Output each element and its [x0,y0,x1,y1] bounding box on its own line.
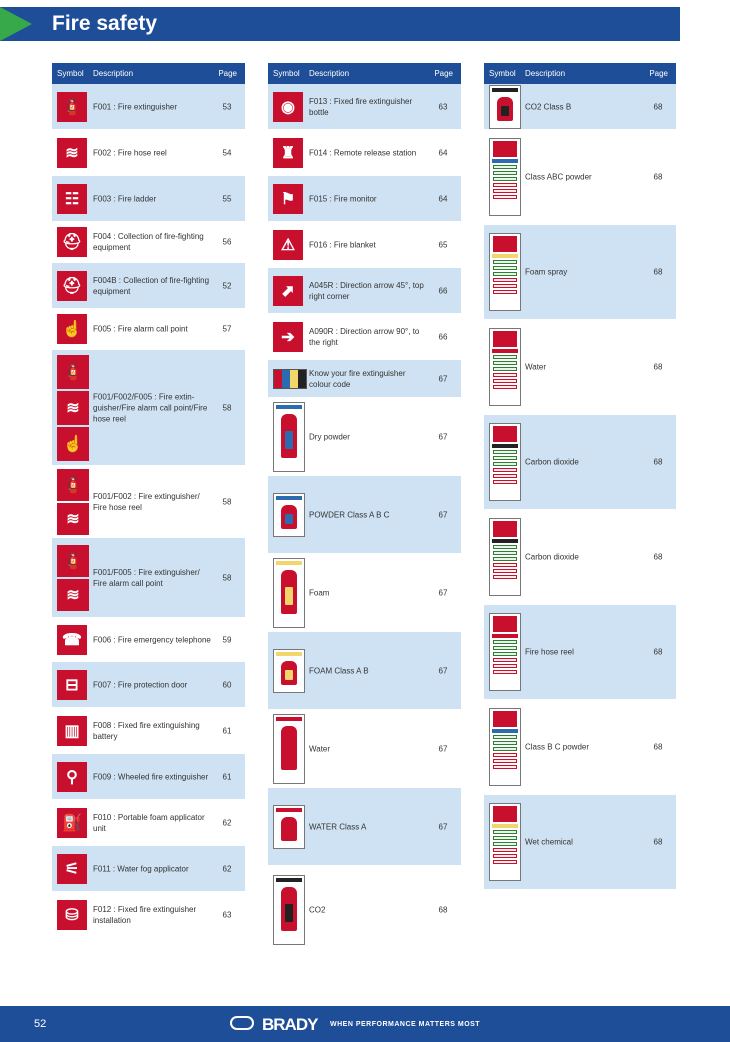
fire-sign-icon: ≋ [57,503,89,535]
table-row [52,618,245,662]
row-page-number: 67 [438,588,448,597]
header-description: Description [525,69,566,78]
row-page-number: 67 [438,822,448,831]
row-description: A090R : Direction arrow 90°, to the right [309,326,420,347]
carbon-dioxide-sign-icon [489,423,521,501]
table-row [268,398,461,476]
co2-sign-icon [273,875,305,945]
dry-powder-sign-icon [273,402,305,472]
table-row [52,538,245,618]
direction-arrow-90-icon: ➔ [273,322,303,352]
row-page-number: 57 [222,324,232,334]
row-page-number: 64 [438,194,448,203]
row-description: Carbon dioxide [525,552,579,562]
table-row [52,708,245,754]
row-description: Class B C powder [525,742,590,752]
row-page-number: 59 [222,635,232,644]
row-page-number: 68 [653,837,663,847]
foam-sign-icon [273,558,305,628]
row-page-number: 67 [438,374,448,383]
extinguisher-sign-icon [273,805,305,849]
table-row [484,415,676,510]
row-page-number: 64 [438,148,448,157]
table-row [268,632,461,710]
fire-blanket-icon: ⚠ [273,230,303,260]
emergency-telephone-icon: ☎ [57,625,87,655]
co2-b-sign-icon [489,85,521,129]
table-row [52,309,245,350]
row-description: F009 : Wheeled fire extinguisher [93,772,209,781]
row-page-number: 67 [438,744,448,753]
row-description: F006 : Fire emergency telephone [93,635,211,644]
brady-logo-icon [230,1016,254,1030]
fire-monitor-icon: ⚑ [273,184,303,214]
row-description: Water [525,362,547,372]
extinguisher-sign-icon [489,85,521,129]
extinguisher-sign-icon [273,558,305,628]
extinguisher-sign-icon [273,875,305,945]
carbon-dioxide-sign-icon [489,518,521,596]
row-description: F001/F002 : Fire extinguisher/ Fire hose reel [93,491,200,512]
fire-hose-reel-sign-icon [489,613,521,691]
row-page-number: 68 [653,742,663,752]
table-row [268,84,461,130]
row-description: F016 : Fire blanket [309,240,376,249]
row-description: Know your fire extinguisher colour code [309,368,406,389]
page-footer [0,1006,730,1042]
row-page-number: 62 [222,864,232,873]
symbol-table-left [52,63,245,938]
table-row [484,225,676,320]
header-arrow-icon [0,7,32,41]
row-description: CO2 Class B [525,102,572,111]
row-page-number: 60 [222,680,232,689]
row-page-number: 52 [222,281,232,290]
row-page-number: 55 [222,194,232,203]
row-description: F001 : Fire extinguisher [93,102,178,111]
fire-sign-icon: ≋ [57,391,89,425]
table-row [484,700,676,795]
colour-code-icon [273,369,307,389]
fire-ladder-icon: ☷ [57,184,87,214]
brand-tagline: WHEN PERFORMANCE MATTERS MOST [330,1021,481,1028]
row-description: F015 : Fire monitor [309,194,377,203]
foam-ab-sign-icon [273,649,305,693]
row-page-number: 67 [438,510,448,519]
header-page: Page [218,69,237,78]
table-row [268,788,461,866]
table-row [268,476,461,554]
row-description: F002 : Fire hose reel [93,148,167,157]
row-page-number: 68 [653,647,663,657]
fire-fighting-equipment-icon: ⛑ [57,271,87,301]
table-row [268,176,461,222]
row-page-number: 68 [653,457,663,467]
water-fog-applicator-icon: ⚟ [57,854,87,884]
direction-arrow-45-icon: ⬈ [273,276,303,306]
table-row [484,84,676,130]
abc-powder-sign-icon [489,138,521,216]
row-description: F013 : Fixed fire extinguisher bottle [309,96,413,117]
header-symbol: Symbol [273,69,300,78]
table-header [52,63,245,84]
brand-name: BRADY [262,1015,318,1034]
row-description: F004B : Collection of fire-fighting equipment [93,275,210,296]
fire-sign-icon: ☝ [57,427,89,461]
fire-sign-icon: 🧯 [57,355,89,389]
table-row [52,176,245,222]
bc-powder-sign-icon [489,708,521,786]
table-row [268,130,461,176]
row-description: F007 : Fire protection door [93,680,188,689]
combined-sign-icon [57,355,89,461]
fire-sign-icon: ≋ [57,579,89,611]
table-row [52,846,245,892]
extinguisher-id-sign-icon [489,803,521,881]
row-description: Water [309,744,331,753]
table-row [268,710,461,788]
table-row [484,510,676,605]
page-number: 52 [34,1018,47,1030]
table-row [52,892,245,938]
table-row [484,320,676,415]
table-row [52,662,245,708]
header-description: Description [93,69,134,78]
extinguisher-sign-icon [273,649,305,693]
row-page-number: 61 [222,772,232,781]
row-page-number: 68 [653,362,663,372]
fire-hose-reel-icon: ≋ [57,138,87,168]
powder-abc-sign-icon [273,493,305,537]
fire-sign-icon: 🧯 [57,469,89,501]
row-page-number: 61 [222,726,232,735]
row-description: F010 : Portable foam applicator unit [93,812,205,833]
row-page-number: 67 [438,666,448,675]
row-page-number: 66 [438,332,448,341]
row-description: POWDER Class A B C [309,510,390,519]
row-page-number: 63 [438,102,448,111]
table-row [52,130,245,176]
table-header [484,63,676,84]
extinguisher-sign-icon [273,493,305,537]
wet-chemical-sign-icon [489,803,521,881]
table-row [52,350,245,466]
table-row [52,754,245,800]
header-page: Page [434,69,453,78]
table-row [484,795,676,890]
table-row [52,466,245,538]
table-row [268,222,461,268]
fire-alarm-call-point-icon: ☝ [57,314,87,344]
extinguisher-id-sign-icon [489,328,521,406]
colour-bands-icon [273,369,307,389]
page-title: Fire safety [52,12,158,35]
extinguisher-id-sign-icon [489,233,521,311]
combined-sign-icon [57,469,89,535]
row-description: F005 : Fire alarm call point [93,324,188,334]
extinguisher-id-sign-icon [489,423,521,501]
water-list-sign-icon [489,328,521,406]
symbol-table-right [484,63,676,890]
row-description: Wet chemical [525,837,573,847]
table-row [268,314,461,360]
row-page-number: 63 [222,910,232,919]
table-row [268,866,461,954]
fire-door-icon: ⊟ [57,670,87,700]
row-page-number: 58 [222,403,232,412]
extinguishing-battery-icon: ▥ [57,716,87,746]
row-page-number: 54 [222,148,232,157]
foam-applicator-icon: ⛽ [57,808,87,838]
row-page-number: 68 [438,905,448,914]
row-description: F003 : Fire ladder [93,194,157,203]
combined-sign-icon [57,545,89,611]
header-symbol: Symbol [489,69,516,78]
row-description: CO2 [309,905,326,914]
foam-spray-sign-icon [489,233,521,311]
row-description: Dry powder [309,432,350,441]
fire-sign-icon: 🧯 [57,545,89,577]
table-row [52,84,245,130]
row-page-number: 68 [653,102,663,111]
row-description: WATER Class A [309,822,367,831]
table-row [268,268,461,314]
table-row [484,130,676,225]
row-page-number: 53 [222,102,232,111]
row-description: Carbon dioxide [525,457,579,467]
extinguisher-id-sign-icon [489,613,521,691]
row-description: Foam spray [525,267,568,277]
fixed-extinguisher-bottle-icon: ◉ [273,92,303,122]
row-page-number: 56 [222,237,232,247]
header-page: Page [649,69,668,78]
row-description: F004 : Collection of fire-fighting equipment [93,232,204,252]
remote-release-station-icon: ♜ [273,138,303,168]
row-page-number: 67 [438,432,448,441]
extinguisher-sign-icon [273,714,305,784]
water-a-sign-icon [273,805,305,849]
row-description: Fire hose reel [525,647,574,657]
row-page-number: 68 [653,172,663,182]
fire-fighting-equipment-icon: ⛑ [57,227,87,257]
table-row [484,605,676,700]
row-description: FOAM Class A B [309,666,369,675]
table-row [52,800,245,846]
row-page-number: 68 [653,552,663,562]
row-description: F008 : Fixed fire extinguishing battery [93,720,200,741]
table-row [52,263,245,309]
fire-extinguisher-icon: 🧯 [57,92,87,122]
row-page-number: 62 [222,818,232,827]
page-header [0,7,680,41]
row-description: F001/F002/F005 : Fire extin-guisher/Fire alarm call point/Fire hose reel [93,392,208,423]
row-page-number: 65 [438,240,448,249]
row-description: F014 : Remote release station [309,148,417,157]
extinguisher-id-sign-icon [489,708,521,786]
row-page-number: 58 [222,573,232,582]
table-row [268,554,461,632]
row-description: F001/F005 : Fire extinguisher/ Fire alarm call point [93,567,200,588]
row-page-number: 68 [653,267,663,277]
header-symbol: Symbol [57,69,84,78]
row-page-number: 66 [438,286,448,295]
water-sign-icon [273,714,305,784]
row-description: A045R : Direction arrow 45°, top right corner [309,280,424,301]
extinguisher-id-sign-icon [489,138,521,216]
table-row [268,360,461,398]
table-header [268,63,461,84]
fixed-extinguisher-installation-icon: ⛁ [57,900,87,930]
row-description: F012 : Fixed fire extinguisher installation [93,904,197,925]
row-description: F011 : Water fog applicator [93,864,189,873]
extinguisher-id-sign-icon [489,518,521,596]
symbol-table-middle [268,63,461,954]
table-row [52,222,245,263]
wheeled-extinguisher-icon: ⚲ [57,762,87,792]
row-description: Foam [309,588,330,597]
row-description: Class ABC powder [525,172,592,182]
header-description: Description [309,69,350,78]
extinguisher-sign-icon [273,402,305,472]
row-page-number: 58 [222,497,232,506]
